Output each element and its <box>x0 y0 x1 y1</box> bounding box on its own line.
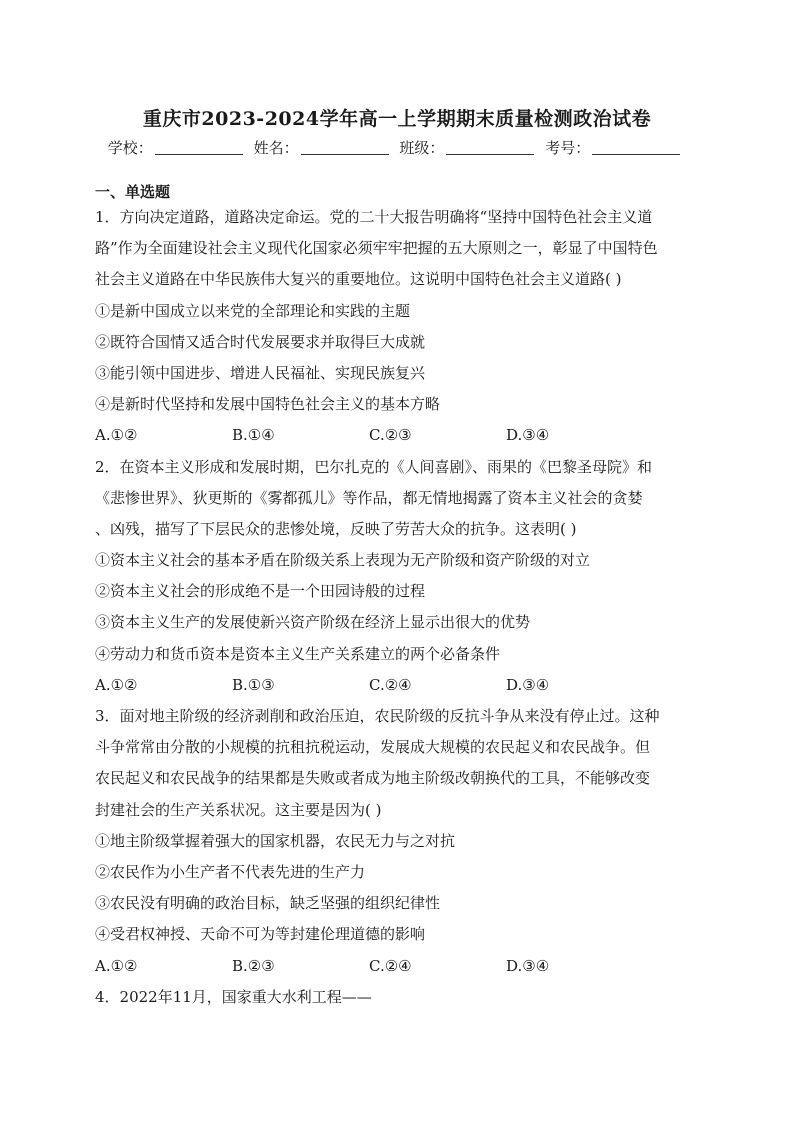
question-stem-line: 《悲惨世界》、狄更斯的《雾都孤儿》等作品，都无情地揭露了资本主义社会的贪婪 <box>95 488 643 507</box>
answer-option[interactable]: B.①④ <box>232 426 275 445</box>
statement-item: ④劳动力和货币资本是资本主义生产关系建立的两个必备条件 <box>95 644 501 663</box>
answer-option[interactable]: A.①② <box>95 956 138 975</box>
statement-item: ①地主阶级掌握着强大的国家机器，农民无力与之对抗 <box>95 831 456 850</box>
statement-item: ②既符合国情又适合时代发展要求并取得巨大成就 <box>95 332 426 351</box>
statement-item: ④受君权神授、天命不可为等封建伦理道德的影响 <box>95 925 426 944</box>
answer-option[interactable]: A.①② <box>95 426 138 445</box>
answer-option[interactable]: D.③④ <box>506 956 550 975</box>
class-label: 班级： <box>399 139 445 157</box>
question-stem-line: 2．在资本主义形成和发展时期，巴尔扎克的《人间喜剧》、雨果的《巴黎圣母院》和 <box>95 457 653 476</box>
question-stem-line: 路”作为全面建设社会主义现代化国家必须牢牢把握的五大原则之一，彰显了中国特色 <box>95 239 658 258</box>
question-3 <box>95 701 700 982</box>
question-stem-line: 3．面对地主阶级的经济剥削和政治压迫，农民阶级的反抗斗争从来没有停止过。这种 <box>95 707 660 725</box>
answer-option[interactable]: C.②④ <box>369 956 412 975</box>
question-stem-line: 封建社会的生产关系状况。这主要是因为( ) <box>95 800 382 819</box>
school-label: 学校： <box>107 139 153 157</box>
statement-item: ②农民作为小生产者不代表先进的生产力 <box>95 862 366 881</box>
answer-option[interactable]: B.①③ <box>232 675 275 694</box>
answer-options <box>95 420 700 451</box>
question-2 <box>95 452 700 702</box>
question-stem-line: 农民起义和农民战争的结果都是失败或者成为地主阶级改朝换代的工具，不能够改变 <box>95 769 651 788</box>
answer-option[interactable]: A.①② <box>95 675 138 694</box>
statement-item: ③资本主义生产的发展使新兴资产阶级在经济上显示出很大的优势 <box>95 613 531 632</box>
statement-item: ③农民没有明确的政治目标，缺乏坚强的组织纪律性 <box>95 894 441 913</box>
question-stem-line: 、凶残，描写了下层民众的悲惨处境，反映了劳苦大众的抗争。这表明( ) <box>95 519 577 538</box>
question-stem-line: 1．方向决定道路，道路决定命运。党的二十大报告明确将“坚持中国特色社会主义道 <box>95 208 653 226</box>
statement-item: ④是新时代坚持和发展中国特色社会主义的基本方略 <box>95 395 441 414</box>
question-stem-line: 4．2022年11月，国家重大水利工程—— <box>95 987 372 1006</box>
student-info-row <box>0 137 794 158</box>
number-blank <box>592 140 680 155</box>
number-label: 考号： <box>545 139 591 157</box>
question-1 <box>95 202 700 452</box>
section-title: 一、单选题 <box>95 183 171 201</box>
statement-item: ①资本主义社会的基本矛盾在阶级关系上表现为无产阶级和资产阶级的对立 <box>95 551 591 570</box>
class-blank <box>446 140 534 155</box>
statement-item: ②资本主义社会的形成绝不是一个田园诗般的过程 <box>95 582 426 601</box>
statement-item: ①是新中国成立以来党的全部理论和实践的主题 <box>95 301 411 320</box>
answer-option[interactable]: C.②④ <box>369 675 412 694</box>
question-stem-line: 社会主义道路在中华民族伟大复兴的重要地位。这说明中国特色社会主义道路( ) <box>95 270 622 289</box>
answer-option[interactable]: B.②③ <box>232 956 275 975</box>
answer-options <box>95 670 700 701</box>
question-4 <box>95 982 700 1013</box>
page-title: 重庆市2023-2024学年高一上学期期末质量检测政治试卷 <box>142 108 652 130</box>
answer-option[interactable]: D.③④ <box>506 426 550 445</box>
name-blank <box>301 140 389 155</box>
answer-option[interactable]: D.③④ <box>506 675 550 694</box>
question-stem-line: 斗争常常由分散的小规模的抗租抗税运动，发展成大规模的农民起义和农民战争。但 <box>95 738 651 757</box>
question-list <box>95 202 700 1013</box>
school-blank <box>155 140 243 155</box>
answer-options <box>95 951 700 982</box>
name-label: 姓名： <box>253 139 299 157</box>
statement-item: ③能引领中国进步、增进人民福祉、实现民族复兴 <box>95 363 426 382</box>
answer-option[interactable]: C.②③ <box>369 426 412 445</box>
